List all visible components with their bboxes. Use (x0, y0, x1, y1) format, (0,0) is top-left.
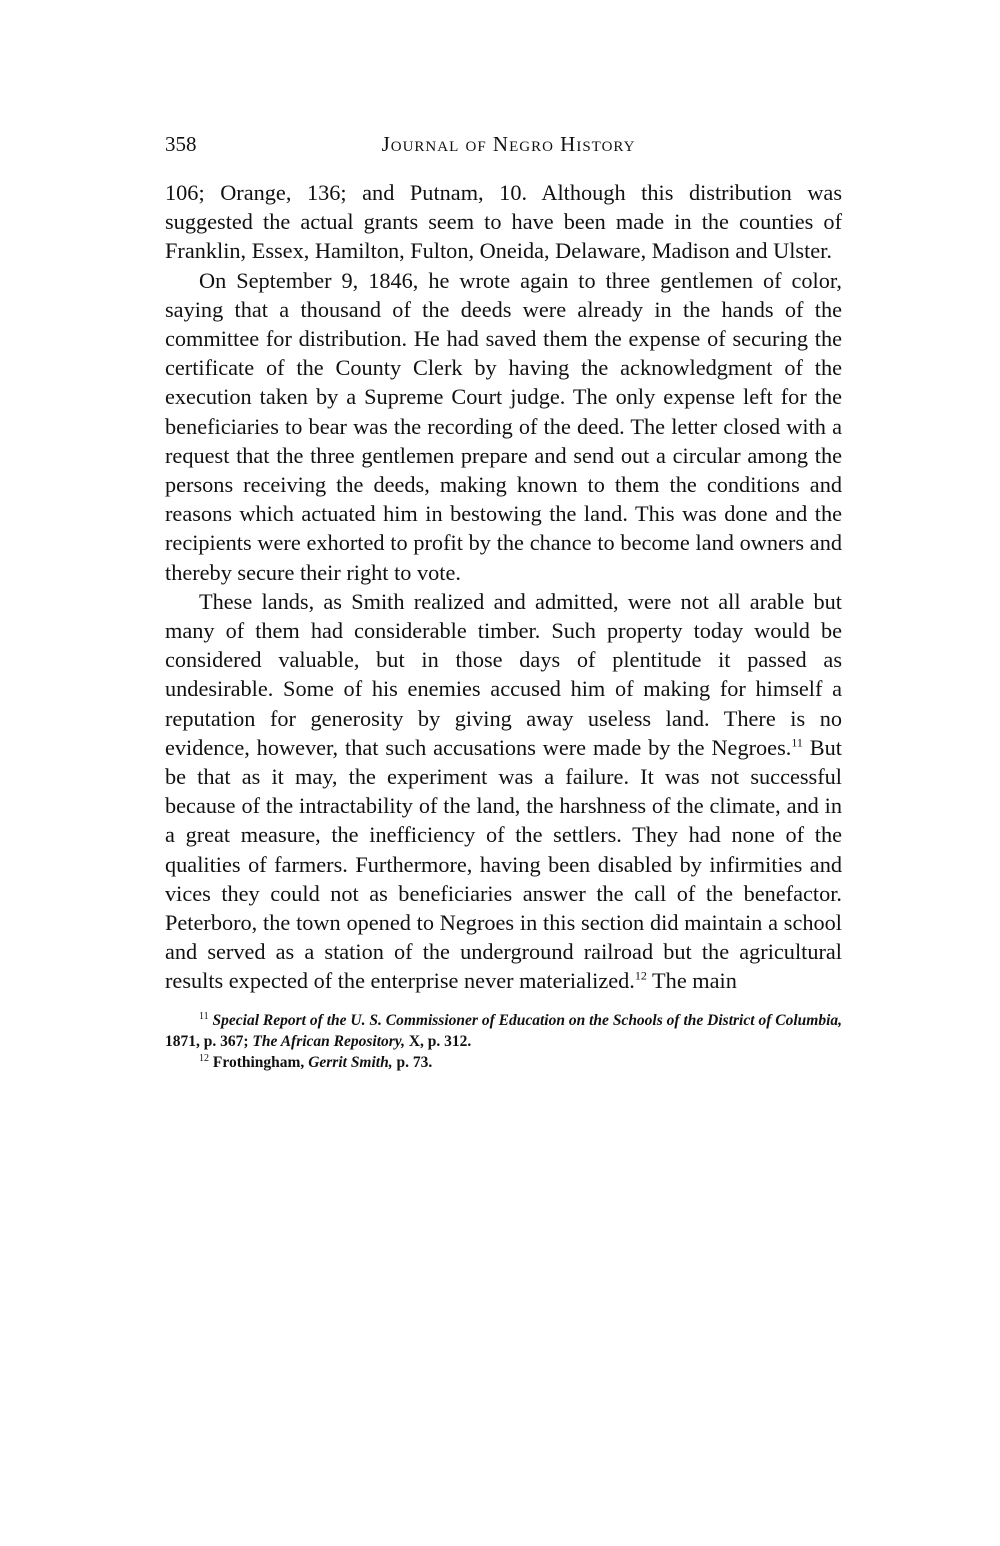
footnote-12 (165, 1052, 842, 1073)
paragraph-2: On September 9, 1846, he wrote again to three gentlemen of color, saying that a thousand of the deeds were already in the hands of the committee for distribution. He had saved them the expense of securing the certificate of the County Clerk by having the acknowledgment of the execution taken by a Supreme Court judge. The only expense left for the beneficiaries to bear was the recording of the deed. The letter closed with a request that the three gentlemen prepare and send out a circular among the persons receiving the deeds, making known to them the conditions and reasons which actuated him in bestowing the land. This was done and the recipients were exhorted to profit by the chance to become land owners and thereby secure their right to vote. (165, 267, 842, 585)
footnote-11-title-1: Special Report of the U. S. Commissioner of Education on the Schools of the District of Columbia, (212, 1011, 843, 1029)
footnote-11-title-2: The African Repository, (252, 1032, 405, 1050)
paragraph-3-part-3: The main (646, 968, 737, 994)
paragraph-3 (165, 587, 842, 996)
footnote-number-12: 12 (199, 1052, 209, 1064)
paragraph-3-part-1: These lands, as Smith realized and admitted, were not all arable but many of them had considerable timber. Such property today would be considered valuable, but in those days of plentitude it passed as undesirable. Some of his enemies accused him of making for himself a reputation for generosity by giving away useless land. There is no evidence, however, that such accusations were made by the Negroes. (165, 588, 842, 760)
footnotes (165, 1010, 842, 1073)
footnote-11-text-1: 1871, p. 367; (165, 1032, 253, 1050)
footnote-number-11: 11 (199, 1010, 209, 1022)
footnote-11 (165, 1010, 842, 1052)
footnote-12-title: Gerrit Smith, (308, 1053, 393, 1071)
paragraph-1: 106; Orange, 136; and Putnam, 10. Although this distribution was suggested the actual grants seem to have been made in the counties of Franklin, Essex, Hamilton, Fulton, Oneida, Delaware, Madison and Ulster. (165, 180, 842, 264)
footnote-11-text-2: X, p. 312. (404, 1032, 472, 1050)
journal-title: Journal of Negro History (381, 132, 636, 156)
footnote-ref-12[interactable]: 12 (634, 969, 647, 984)
footnote-12-text-2: p. 73. (392, 1053, 433, 1071)
journal-page (165, 128, 842, 1073)
body-text (165, 178, 842, 996)
running-head (165, 128, 842, 160)
paragraph-3-part-2: But be that as it may, the experiment was a failure. It was not successful because of the intractability of the land, the harshness of the climate, and in a great measure, the inefficiency of the settlers. They had none of the qualities of farmers. Furthermore, having been disabled by infirmities and vices they could not as beneficiaries answer the call of the benefactor. Peterboro, the town opened to Negroes in this section did maintain a school and served as a station of the underground railroad but the agricultural results expected of the enterprise never materialized. (165, 734, 842, 994)
footnote-ref-11[interactable]: 11 (791, 735, 803, 750)
page-number: 358 (165, 132, 197, 156)
footnote-12-text-1: Frothingham, (209, 1053, 309, 1071)
